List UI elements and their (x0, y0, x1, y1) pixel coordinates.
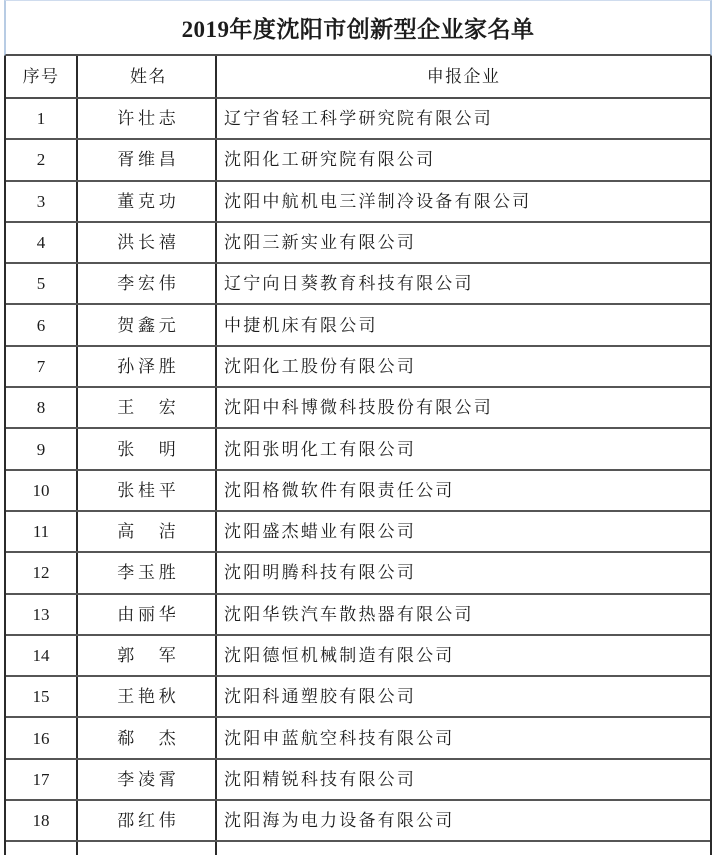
cell-no: 12 (6, 553, 78, 592)
table-row (6, 429, 710, 470)
cell-company: 辽宁省轻工科学研究院有限公司 (224, 109, 493, 129)
cell-name: 胥维昌 (78, 140, 217, 179)
cell-no: 18 (6, 801, 78, 840)
table-row (6, 718, 710, 759)
cell-company: 沈阳盛杰蜡业有限公司 (224, 522, 417, 542)
cell-company: 沈阳张明化工有限公司 (224, 439, 417, 459)
cell-no: 1 (6, 99, 78, 138)
cell-company: 沈阳精锐科技有限公司 (224, 769, 417, 789)
table-row (6, 305, 710, 346)
page-title: 2019年度沈阳市创新型企业家名单 (181, 17, 535, 42)
cell-no: 11 (6, 512, 78, 551)
cell-no: 3 (6, 182, 78, 221)
cell-name: 李玉胜 (78, 553, 217, 592)
cell-no: 16 (6, 718, 78, 757)
table-row (6, 347, 710, 388)
cell-company: 沈阳三新实业有限公司 (224, 233, 417, 253)
cell-company: 沈阳化工研究院有限公司 (224, 150, 436, 170)
cell-name: 高 洁 (78, 512, 217, 551)
table-row (6, 595, 710, 636)
cell-name: 王艳秋 (78, 677, 217, 716)
table-row (6, 264, 710, 305)
cell-company: 沈阳海为电力设备有限公司 (224, 811, 455, 831)
table-row (6, 471, 710, 512)
cell-name: 王 宏 (78, 388, 217, 427)
cell-no: 15 (6, 677, 78, 716)
cell-name: 邵红伟 (78, 801, 217, 840)
cell-company: 沈阳申蓝航空科技有限公司 (224, 728, 455, 748)
cell-name: 贺鑫元 (78, 305, 217, 344)
table-header-row (6, 56, 710, 99)
cell-name: 洪长禧 (78, 223, 217, 262)
cell-no: 9 (6, 429, 78, 468)
table-row (6, 99, 710, 140)
table-title-row (4, 0, 712, 56)
cell-name: 董克功 (78, 182, 217, 221)
table-row (6, 553, 710, 594)
table-row (6, 636, 710, 677)
table-row (6, 677, 710, 718)
cell-name: 郭 军 (78, 636, 217, 675)
cell-no: 7 (6, 347, 78, 386)
column-header-name: 姓名 (78, 56, 217, 97)
cell-no: 4 (6, 223, 78, 262)
cell-no: 5 (6, 264, 78, 303)
cell-no: 13 (6, 595, 78, 634)
cell-name: 张 明 (78, 429, 217, 468)
cell-name: 李凌霄 (78, 760, 217, 799)
cell-name: 由丽华 (78, 595, 217, 634)
cell-no (6, 842, 78, 855)
table-row (6, 388, 710, 429)
cell-company: 沈阳明腾科技有限公司 (224, 563, 417, 583)
table-grid (4, 56, 712, 855)
cell-company: 辽宁向日葵教育科技有限公司 (224, 274, 474, 294)
cell-company: 沈阳化工股份有限公司 (224, 356, 417, 376)
partial-next-row (6, 842, 710, 855)
table-row (6, 512, 710, 553)
cell-no: 17 (6, 760, 78, 799)
table-body (6, 99, 710, 842)
cell-no: 6 (6, 305, 78, 344)
column-header-company: 申报企业 (426, 67, 501, 86)
cell-name: 郗 杰 (78, 718, 217, 757)
table-row (6, 760, 710, 801)
cell-company: 沈阳中科博微科技股份有限公司 (224, 398, 493, 418)
document-table (4, 0, 712, 855)
cell-company: 沈阳华铁汽车散热器有限公司 (224, 604, 474, 624)
cell-name: 许壮志 (78, 99, 217, 138)
cell-company: 沈阳德恒机械制造有限公司 (224, 646, 455, 665)
cell-no: 2 (6, 140, 78, 179)
table-row (6, 801, 710, 842)
table-row (6, 182, 710, 223)
cell-no: 10 (6, 471, 78, 510)
column-header-no: 序号 (6, 56, 78, 97)
cell-company: 中捷机床有限公司 (224, 315, 378, 335)
cell-name: 张桂平 (78, 471, 217, 510)
cell-no: 14 (6, 636, 78, 675)
cell-company (217, 842, 710, 855)
cell-company: 沈阳中航机电三洋制冷设备有限公司 (224, 191, 532, 211)
cell-name: 李宏伟 (78, 264, 217, 303)
table-row (6, 223, 710, 264)
cell-company: 沈阳科通塑胶有限公司 (224, 687, 417, 707)
cell-no: 8 (6, 388, 78, 427)
cell-company: 沈阳格微软件有限责任公司 (224, 480, 455, 500)
cell-name: 孙泽胜 (78, 347, 217, 386)
cell-name (78, 842, 217, 855)
table-row (6, 140, 710, 181)
